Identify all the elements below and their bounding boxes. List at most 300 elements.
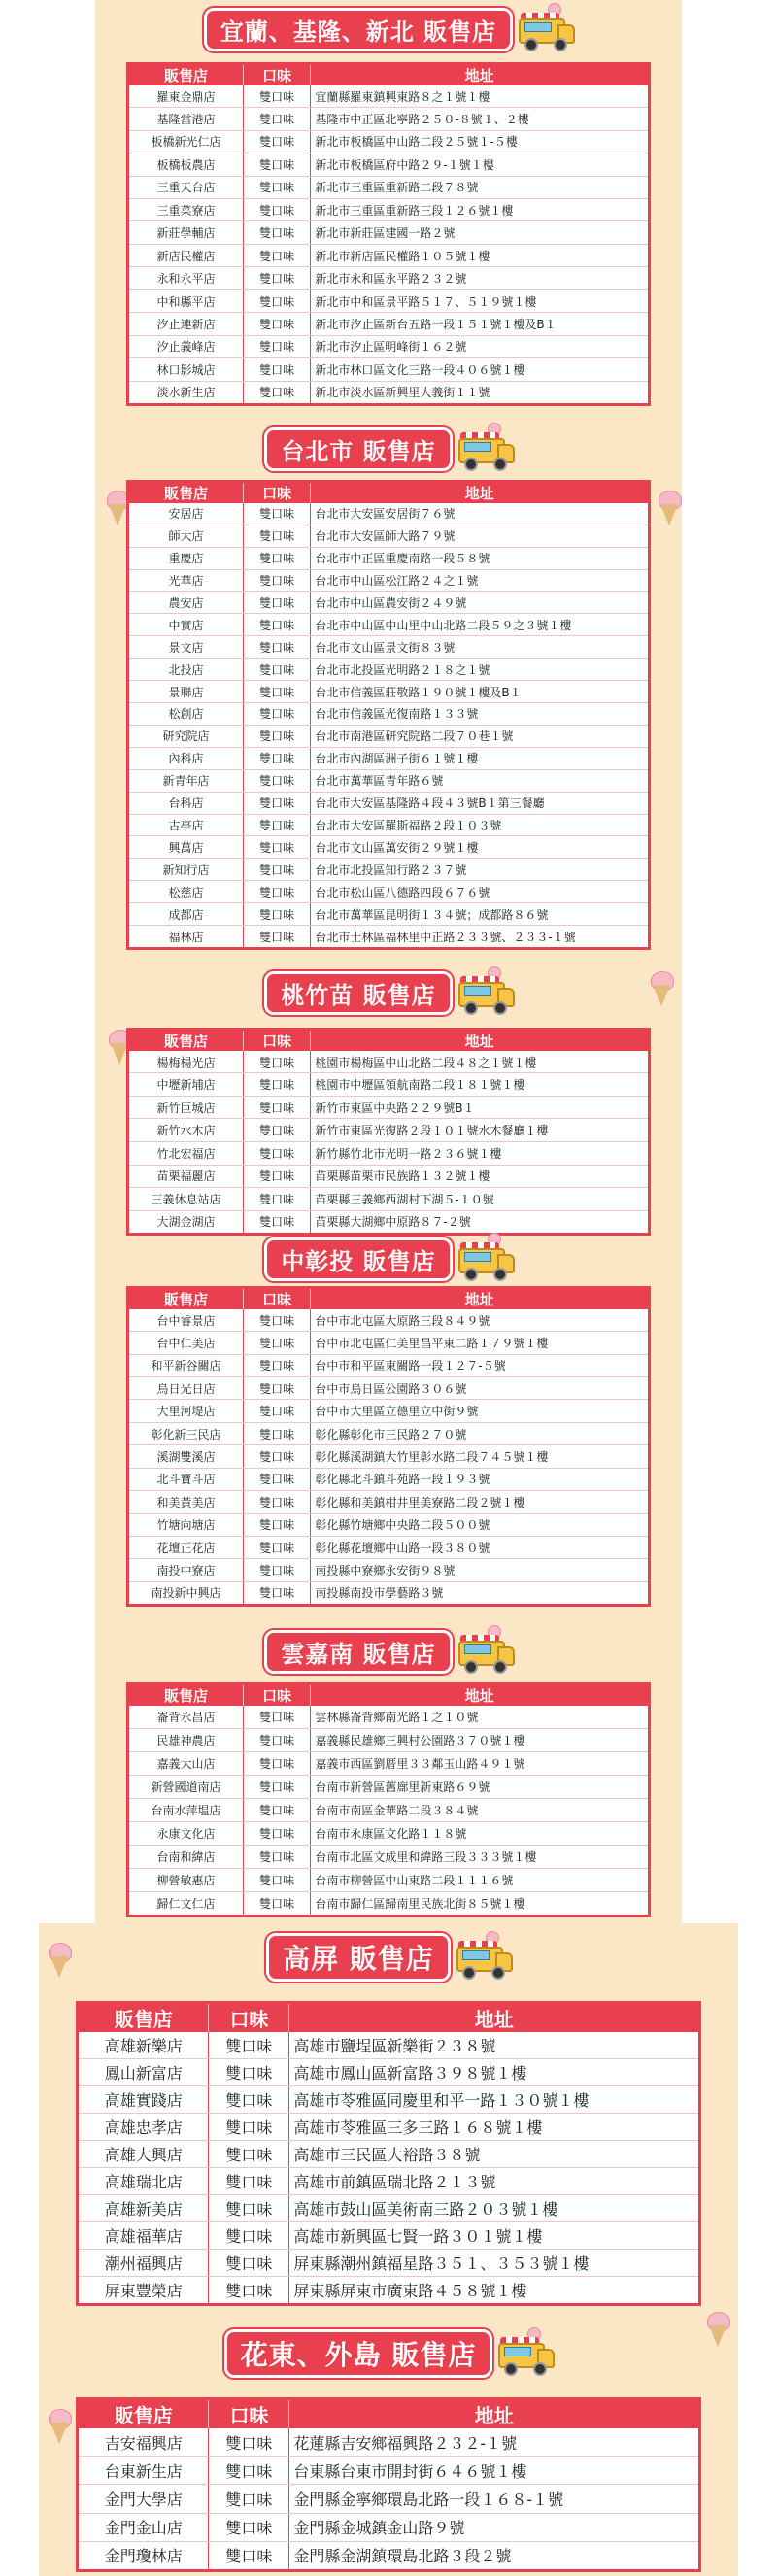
table-row [129,1141,648,1165]
flavor-cell: 雙口味 [209,2457,289,2485]
ice-cream-cone-icon [705,2312,730,2347]
store-name: 柳營敏惠店 [129,1869,243,1892]
store-name: 新竹水木店 [129,1119,243,1142]
table-row [129,1491,648,1513]
table-row [129,769,648,792]
flavor-header: 口味 [243,1031,310,1051]
store-name: 淡水新生店 [129,381,243,403]
flavor-cell: 雙口味 [243,1559,310,1581]
ice-cream-cone-icon [47,1943,72,1978]
flavor-cell: 雙口味 [243,547,310,569]
address-cell: 南投縣南投市學藝路３號 [315,1586,444,1601]
address-cell: 台北市松山區八德路四段６７６號 [311,881,648,903]
flavor-cell: 雙口味 [243,1141,310,1165]
store-name: 三重天台店 [129,176,243,198]
store-name: 崙背永昌店 [129,1706,243,1728]
flavor-cell: 雙口味 [243,836,310,859]
store-name: 內科店 [129,747,243,769]
store-name: 潮州福興店 [79,2250,209,2277]
address-cell: 台北市士林區福林里中正路２３３號、２３３-１號 [315,930,576,944]
flavor-cell: 雙口味 [243,1798,310,1821]
store-name: 苗栗福麗店 [129,1165,243,1188]
address-cell: 台北市萬華區昆明街１３４號；成都路８６號 [311,903,648,926]
address-cell: 苗栗縣三義鄉西湖村下湖５-１０號 [311,1188,648,1211]
store-name: 高雄福華店 [79,2222,209,2250]
store-name: 永和永平店 [129,267,243,289]
section-title: 花東、外島 販售店 [224,2329,493,2378]
store-name: 新店民權店 [129,244,243,266]
address-cell: 嘉義市西區劉厝里３３鄰玉山路４９１號 [311,1751,648,1775]
address-header: 地址 [311,65,648,85]
table-row [129,881,648,903]
flavor-cell: 雙口味 [243,1513,310,1536]
flavor-cell: 雙口味 [243,592,310,614]
address-cell: 台中市和平區東關路一段１２７-５號 [311,1354,648,1376]
flavor-cell: 雙口味 [243,221,310,244]
table-row [79,2058,698,2085]
table-row [129,1188,648,1211]
store-name: 高雄瑞北店 [79,2167,209,2194]
flavor-cell: 雙口味 [243,636,310,659]
flavor-cell: 雙口味 [243,1309,310,1332]
store-name: 中壢新埔店 [129,1073,243,1097]
table-row [129,1559,648,1581]
address-header: 地址 [311,1685,648,1706]
flavor-cell: 雙口味 [243,199,310,221]
table-row [79,2428,698,2457]
store-name: 金門瓊林店 [79,2541,209,2569]
flavor-cell: 雙口味 [243,814,310,836]
ice-cream-truck-icon [458,1240,513,1277]
store-name: 金門大學店 [79,2485,209,2513]
address-cell: 宜蘭縣羅東鎮興東路８之１號１樓 [311,85,648,108]
address-cell: 台南市新營區舊廍里新東路６９號 [311,1775,648,1798]
table-row [79,2250,698,2277]
table-row [129,1309,648,1332]
flavor-cell: 雙口味 [209,2167,289,2194]
address-cell: 新北市新店區民權路１０５號１樓 [311,244,648,266]
address-cell: 台北市文山區景文街８３號 [311,636,648,659]
flavor-cell: 雙口味 [243,1892,310,1915]
flavor-cell: 雙口味 [243,1775,310,1798]
store-header: 販售店 [129,1289,243,1309]
flavor-cell: 雙口味 [243,1445,310,1468]
flavor-cell: 雙口味 [243,1377,310,1400]
store-name: 安居店 [129,503,243,525]
flavor-cell: 雙口味 [243,1210,310,1233]
store-name: 基隆當港店 [129,108,243,130]
address-cell: 金門縣金城鎮金山路９號 [289,2513,698,2541]
table-row [79,2513,698,2541]
flavor-cell: 雙口味 [243,659,310,681]
store-name: 新莊學輔店 [129,221,243,244]
store-name: 竹北宏福店 [129,1141,243,1165]
table-row [79,2541,698,2569]
table-row [129,681,648,703]
section-title: 台北市 販售店 [264,427,452,471]
address-cell: 台北市信義區光復南路１３３號 [311,703,648,726]
table-row [129,636,648,659]
address-cell: 新竹市東區中央路２２９號B１ [311,1096,648,1119]
table-row [129,747,648,769]
store-name: 大湖金湖店 [129,1210,243,1233]
store-name: 和美黃美店 [129,1491,243,1513]
table-row [129,814,648,836]
flavor-cell: 雙口味 [243,1188,310,1211]
flavor-cell: 雙口味 [243,176,310,198]
store-name: 花壇正花店 [129,1536,243,1558]
flavor-header: 口味 [243,1289,310,1309]
address-cell: 新北市林口區文化三路一段４０６號１樓 [311,358,648,381]
flavor-cell: 雙口味 [243,85,310,108]
store-name: 新營國道南店 [129,1775,243,1798]
address-cell: 台南市柳營區中山東路二段１１１６號 [311,1869,648,1892]
section-banner [194,424,583,474]
flavor-cell: 雙口味 [243,859,310,881]
flavor-cell: 雙口味 [243,503,310,525]
address-cell: 台中市烏日區公園路３０６號 [311,1377,648,1400]
flavor-cell: 雙口味 [243,792,310,814]
table-row [79,2113,698,2140]
store-table [126,1028,651,1236]
flavor-cell: 雙口味 [243,569,310,592]
address-cell: 台北市大安區基隆路４段４３號B１第三餐廳 [311,792,648,814]
table-row [129,1892,648,1915]
table-row [129,1073,648,1097]
store-name: 三義休息站店 [129,1188,243,1211]
store-header: 販售店 [129,1031,243,1051]
store-name: 羅東金鼎店 [129,85,243,108]
store-name: 南投新中興店 [129,1581,243,1604]
address-cell: 台北市大安區安居街７６號 [311,503,648,525]
store-name: 板橋板農店 [129,153,243,176]
flavor-cell: 雙口味 [209,2485,289,2513]
store-name: 高雄實踐店 [79,2085,209,2113]
store-name: 新竹巨城店 [129,1096,243,1119]
ice-cream-cone-icon [47,2409,72,2444]
store-name: 竹塘向塘店 [129,1513,243,1536]
store-name: 南投中寮店 [129,1559,243,1581]
store-name: 光華店 [129,569,243,592]
store-table [126,1682,651,1917]
address-cell: 南投縣中寮鄉永安街９８號 [311,1559,648,1581]
store-name: 農安店 [129,592,243,614]
table-row [129,267,648,289]
store-name: 高雄忠孝店 [79,2113,209,2140]
store-name: 和平新谷關店 [129,1354,243,1376]
store-name: 新青年店 [129,769,243,792]
store-name: 永康文化店 [129,1821,243,1845]
address-cell: 新北市中和區景平路５１７、５１９號１樓 [311,289,648,312]
table-row [129,1332,648,1354]
flavor-cell: 雙口味 [243,525,310,547]
flavor-header: 口味 [243,1685,310,1706]
store-table [126,480,651,950]
flavor-cell: 雙口味 [243,153,310,176]
address-cell: 台北市中山區農安街２４９號 [311,592,648,614]
table-row [129,1775,648,1798]
table-row [79,2085,698,2113]
table-row [129,926,648,947]
flavor-cell: 雙口味 [243,381,310,403]
table-row [129,1798,648,1821]
store-name: 台中睿景店 [129,1309,243,1332]
section-title: 雲嘉南 販售店 [264,1630,452,1674]
table-row [129,1821,648,1845]
flavor-cell: 雙口味 [243,747,310,769]
store-name: 中實店 [129,614,243,636]
address-cell: 台北市中山區松江路２４之１號 [311,569,648,592]
store-header: 販售店 [129,1685,243,1706]
address-cell: 台北市北投區光明路２１８之１號 [311,659,648,681]
table-row [129,289,648,312]
store-name: 吉安福興店 [79,2428,209,2457]
store-name: 師大店 [129,525,243,547]
table-row [129,614,648,636]
flavor-cell: 雙口味 [243,881,310,903]
ice-cream-truck-icon [458,430,513,467]
store-header: 販售店 [129,65,243,85]
table-row [129,1210,648,1233]
store-name: 福林店 [129,926,243,947]
flavor-cell: 雙口味 [243,1422,310,1444]
address-cell: 彰化縣彰化市三民路２７０號 [311,1422,648,1444]
table-row [129,1751,648,1775]
address-cell: 基隆市中正區北寧路２５０-８號１、２樓 [311,108,648,130]
store-table [76,2001,701,2306]
table-row [129,335,648,357]
table-row [129,1513,648,1536]
table-row [129,1165,648,1188]
store-name: 嘉義大山店 [129,1751,243,1775]
address-cell: 台南市歸仁區歸南里民族北街８５號１樓 [315,1897,525,1912]
address-cell: 台南市南區金華路二段３８４號 [311,1798,648,1821]
flavor-cell: 雙口味 [209,2140,289,2167]
address-cell: 新北市三重區重新路二段７８號 [311,176,648,198]
table-row [79,2032,698,2058]
address-cell: 彰化縣和美鎮柑井里美寮路二段２號１樓 [311,1491,648,1513]
table-row [129,244,648,266]
flavor-cell: 雙口味 [243,1751,310,1775]
table-row [129,1354,648,1376]
flavor-cell: 雙口味 [243,358,310,381]
address-cell: 高雄市鼓山區美術南三路２０３號１樓 [289,2195,698,2222]
ice-cream-cone-icon [649,971,674,1006]
store-name: 北投店 [129,659,243,681]
store-name: 台南和緯店 [129,1846,243,1869]
address-cell: 台東縣台東市開封街６４６號１樓 [289,2457,698,2485]
table-row [129,130,648,153]
address-cell: 新北市淡水區新興里大義街１１號 [315,386,490,400]
address-cell: 台北市萬華區青年路６號 [311,769,648,792]
flavor-cell: 雙口味 [243,1468,310,1490]
address-header: 地址 [289,2004,698,2032]
section-title: 宜蘭、基隆、新北 販售店 [204,8,513,51]
flavor-cell: 雙口味 [243,926,310,947]
table-row [129,1422,648,1444]
address-cell: 苗栗縣大湖鄉中原路８７-２號 [315,1215,471,1230]
table-row [129,1051,648,1073]
address-cell: 金門縣金湖鎮環島北路３段２號 [293,2547,512,2566]
table-row [79,2457,698,2485]
address-cell: 苗栗縣苗栗市民族路１３２號１樓 [311,1165,648,1188]
store-table [126,1286,651,1607]
address-cell: 新北市新莊區建國一路２號 [311,221,648,244]
store-name: 大里河堤店 [129,1400,243,1422]
address-cell: 新竹市東區光復路２段１０１號水木餐廳１樓 [311,1119,648,1142]
store-name: 松創店 [129,703,243,726]
section-banner [165,2323,612,2384]
table-row [129,569,648,592]
section-title: 中彰投 販售店 [264,1237,452,1281]
store-name: 景文店 [129,636,243,659]
flavor-cell: 雙口味 [243,108,310,130]
flavor-cell: 雙口味 [243,769,310,792]
address-cell: 高雄市前鎮區瑞北路２１３號 [289,2167,698,2194]
address-cell: 新竹縣竹北市光明一路２３６號１樓 [311,1141,648,1165]
store-name: 高雄大興店 [79,2140,209,2167]
address-cell: 高雄市新興區七賢一路３０１號１樓 [289,2222,698,2250]
table-row [129,381,648,403]
flavor-cell: 雙口味 [243,703,310,726]
flavor-cell: 雙口味 [209,2513,289,2541]
store-name: 台科店 [129,792,243,814]
flavor-cell: 雙口味 [209,2541,289,2569]
table-row [129,547,648,569]
address-cell: 台中市大里區立德里立中街９號 [311,1400,648,1422]
section-title: 高屏 販售店 [266,1933,451,1982]
table-row [129,1706,648,1728]
flavor-cell: 雙口味 [243,244,310,266]
flavor-cell: 雙口味 [209,2250,289,2277]
store-name: 興萬店 [129,836,243,859]
table-row [129,1846,648,1869]
flavor-cell: 雙口味 [209,2113,289,2140]
store-name: 板橋新光仁店 [129,130,243,153]
flavor-cell: 雙口味 [243,1491,310,1513]
address-cell: 屏東縣屏東市廣東路４５８號１樓 [293,2282,527,2301]
store-name: 溪湖雙溪店 [129,1445,243,1468]
flavor-cell: 雙口味 [243,1073,310,1097]
flavor-cell: 雙口味 [243,1846,310,1869]
flavor-cell: 雙口味 [243,1119,310,1142]
store-name: 高雄新樂店 [79,2032,209,2058]
flavor-cell: 雙口味 [243,614,310,636]
address-cell: 台南市永康區文化路１１８號 [311,1821,648,1845]
table-row [129,1096,648,1119]
address-cell: 台北市大安區師大路７９號 [311,525,648,547]
table-row [129,1869,648,1892]
flavor-cell: 雙口味 [209,2195,289,2222]
table-row [129,903,648,926]
flavor-cell: 雙口味 [243,1165,310,1188]
flavor-cell: 雙口味 [243,1728,310,1751]
address-cell: 彰化縣北斗鎮斗苑路一段１９３號 [311,1468,648,1490]
address-cell: 新北市汐止區新台五路一段１５１號１樓及B１ [311,313,648,335]
ice-cream-truck-icon [498,2335,553,2372]
store-table [126,62,651,406]
ice-cream-truck-icon [458,974,513,1011]
flavor-cell: 雙口味 [243,1096,310,1119]
section-banner [194,1927,583,1987]
table-row [129,503,648,525]
table-row [129,1119,648,1142]
store-name: 新知行店 [129,859,243,881]
table-row [129,1581,648,1604]
flavor-cell: 雙口味 [243,267,310,289]
store-name: 成都店 [129,903,243,926]
address-cell: 桃園市楊梅區中山北路二段４８之１號１樓 [311,1051,648,1073]
address-header: 地址 [311,1031,648,1051]
ice-cream-truck-icon [519,11,573,48]
table-row [129,703,648,726]
store-name: 鳳山新富店 [79,2058,209,2085]
address-cell: 台北市文山區萬安街２９號１樓 [311,836,648,859]
store-name: 景聯店 [129,681,243,703]
table-row [129,836,648,859]
address-cell: 台北市北投區知行路２３７號 [311,859,648,881]
ice-cream-cone-icon [657,491,682,525]
flavor-header: 口味 [243,65,310,85]
table-row [129,592,648,614]
table-row [79,2277,698,2303]
table-row [129,221,648,244]
address-cell: 金門縣金寧鄉環島北路一段１６８-１號 [289,2485,698,2513]
store-table [76,2397,701,2572]
address-header: 地址 [289,2400,698,2428]
address-cell: 高雄市三民區大裕路３８號 [289,2140,698,2167]
address-cell: 彰化縣花壇鄉中山路一段３８０號 [311,1536,648,1558]
flavor-cell: 雙口味 [243,1821,310,1845]
store-name: 彰化新三民店 [129,1422,243,1444]
table-row [79,2167,698,2194]
flavor-cell: 雙口味 [209,2032,289,2058]
address-cell: 高雄市鹽埕區新樂街２３８號 [289,2032,698,2058]
store-name: 烏日光日店 [129,1377,243,1400]
address-cell: 台中市北屯區大原路三段８４９號 [311,1309,648,1332]
address-cell: 新北市三重區重新路三段１２６號１樓 [311,199,648,221]
section-banner [194,1236,583,1282]
flavor-header: 口味 [243,483,310,503]
table-row [79,2195,698,2222]
address-cell: 台中市北屯區仁美里昌平東二路１７９號１樓 [311,1332,648,1354]
flavor-cell: 雙口味 [243,130,310,153]
address-header: 地址 [311,1289,648,1309]
flavor-header: 口味 [209,2004,289,2032]
address-cell: 嘉義縣民雄鄉三興村公園路３７０號１樓 [311,1728,648,1751]
flavor-cell: 雙口味 [243,1706,310,1728]
section-banner [194,967,583,1018]
table-row [129,1468,648,1490]
address-cell: 台北市中正區重慶南路一段５８號 [311,547,648,569]
flavor-cell: 雙口味 [209,2085,289,2113]
flavor-cell: 雙口味 [243,335,310,357]
address-cell: 彰化縣竹塘鄉中央路二段５００號 [311,1513,648,1536]
address-cell: 雲林縣崙背鄉南光路１之１０號 [311,1706,648,1728]
table-row [79,2222,698,2250]
flavor-cell: 雙口味 [243,1400,310,1422]
address-cell: 台南市北區文成里和緯路三段３３３號１樓 [311,1846,648,1869]
store-name: 北斗寶斗店 [129,1468,243,1490]
store-header: 販售店 [129,483,243,503]
address-cell: 新北市汐止區明峰街１６２號 [311,335,648,357]
store-name: 屏東豐榮店 [79,2277,209,2303]
store-name: 古亭店 [129,814,243,836]
section-banner [194,4,583,54]
table-row [129,85,648,108]
address-cell: 屏東縣潮州鎮福星路３５１、３５３號１樓 [289,2250,698,2277]
address-cell: 台北市南港區研究院路二段７０巷１號 [311,725,648,747]
